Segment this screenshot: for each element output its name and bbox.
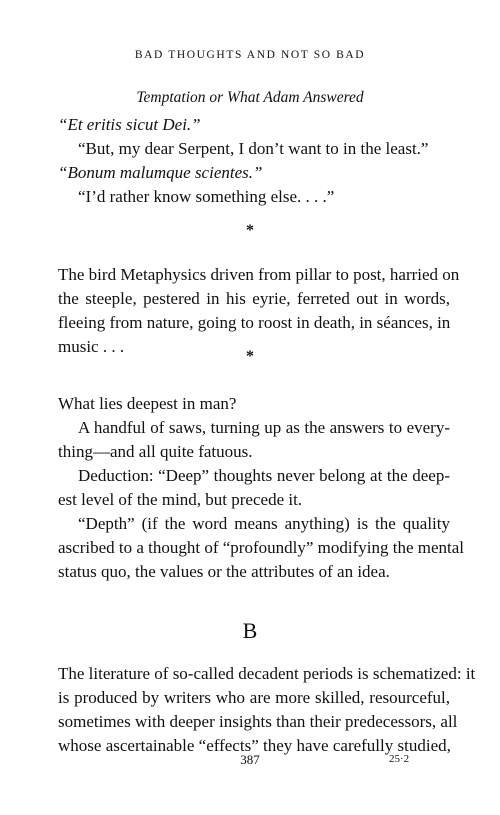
paragraph-line: What lies deepest in man? bbox=[58, 394, 237, 413]
page-number: 387 bbox=[240, 752, 260, 767]
paragraph-line: fleeing from nature, going to roost in death, in séances, in bbox=[58, 313, 451, 332]
section-title: Temptation or What Adam Answered bbox=[136, 89, 364, 106]
paragraph-line: status quo, the values or the attributes of an idea. bbox=[58, 562, 390, 581]
paragraph-line: is produced by writers who are more skilled, resourceful, bbox=[58, 688, 450, 707]
paragraph-line: thing—and all quite fatuous. bbox=[58, 442, 253, 461]
dialogue-line: “I’d rather know something else. . . .” bbox=[78, 187, 335, 206]
section-separator: * bbox=[246, 222, 254, 239]
paragraph-line: ascribed to a thought of “profoundly” modifying the mental bbox=[58, 538, 465, 557]
section-separator: * bbox=[246, 348, 254, 365]
paragraph-line: est level of the mind, but precede it. bbox=[58, 490, 303, 509]
running-head: BAD THOUGHTS AND NOT SO BAD bbox=[134, 49, 366, 61]
dialogue-line: “But, my dear Serpent, I don’t want to in the least.” bbox=[78, 139, 429, 158]
dialogue-line: “Bonum malumque scientes.” bbox=[58, 163, 263, 182]
paragraph-line: the steeple, pestered in his eyrie, ferreted out in words, bbox=[58, 289, 450, 308]
paragraph-line: The bird Metaphysics driven from pillar to post, harried on bbox=[58, 265, 460, 284]
paragraph-line: “Depth” (if the word means anything) is the quality bbox=[78, 514, 450, 533]
paragraph-line: A handful of saws, turning up as the answers to every- bbox=[78, 418, 450, 437]
paragraph-line: Deduction: “Deep” thoughts never belong at the deep- bbox=[78, 466, 450, 485]
paragraph-line: whose ascertainable “effects” they have carefully studied, bbox=[58, 736, 451, 755]
section-letter-heading: B bbox=[242, 618, 258, 643]
paragraph-line: sometimes with deeper insights than their predecessors, all bbox=[58, 712, 458, 731]
paragraph-line: music . . . bbox=[58, 337, 125, 356]
dialogue-line: “Et eritis sicut Dei.” bbox=[58, 115, 201, 134]
signature-mark: 25·2 bbox=[389, 753, 410, 765]
paragraph-line: The literature of so-called decadent periods is schematized: it bbox=[58, 664, 476, 683]
